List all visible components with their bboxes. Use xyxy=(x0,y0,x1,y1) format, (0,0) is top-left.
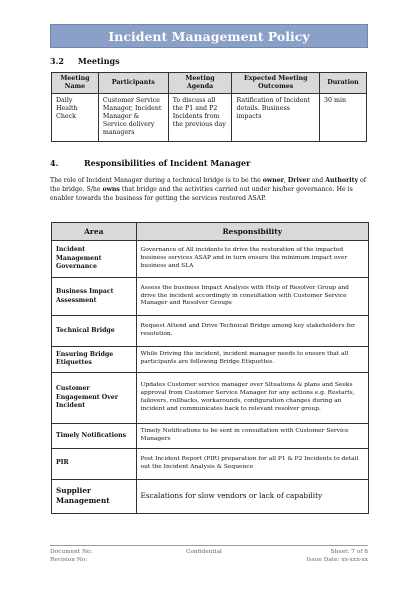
table-row xyxy=(52,448,369,479)
table-cell: Ratification of Incident details. Business impacts xyxy=(232,93,320,141)
table-cell: 30 min xyxy=(320,93,367,141)
table-cell: Daily Health Check xyxy=(52,93,99,141)
intro-text: The role of Incident Manager during a technical bridge is to be the xyxy=(50,177,263,184)
section-number: 3.2 xyxy=(50,56,64,66)
emphasized-term: Authority xyxy=(325,177,359,184)
column-header: Duration xyxy=(320,73,367,94)
responsibility-cell: Request Attend and Drive Technical Bridge among key stakeholders for resolution. xyxy=(136,316,368,347)
footer-center xyxy=(186,548,222,556)
column-header: Expected Meeting Outcomes xyxy=(232,73,320,94)
responsibility-cell: Timely Notifications to be sent in consultation with Customer Service Managers xyxy=(136,423,368,448)
area-cell: Supplier Management xyxy=(52,479,137,513)
table-cell: To discuss all the P1 and P2 Incidents from the previous day xyxy=(168,93,232,141)
intro-text: , xyxy=(283,177,288,184)
intro-text: that bridge and the activities carried out under his/her governance. He is enabler towards the business for getting the services restored ASAP. xyxy=(50,185,353,202)
table-cell: Customer Service Manager, Incident Manager & Service delivery managers xyxy=(98,93,168,141)
responsibility-cell: Governance of All incidents to drive the restoration of the impacted business services ASAP and in turn ensure the minimum impact over business and SLA xyxy=(136,241,368,278)
area-cell: Customer Engagement Over Incident xyxy=(52,372,137,423)
section-title: Responsibilities of Incident Manager xyxy=(84,158,251,168)
area-cell: PIR xyxy=(52,448,137,479)
responsibility-cell: Assess the business Impact Analysis with Help of Resolver Group and drive the incident accordingly in consultation with Customer Service Manager and Resolver Groups xyxy=(136,278,368,316)
table-row xyxy=(52,423,369,448)
sheet-number: Sheet: 7 of 8 xyxy=(330,549,368,555)
area-cell: Business Impact Assessment xyxy=(52,278,137,316)
emphasized-term: owns xyxy=(102,185,120,193)
responsibility-cell: Updates Customer service manager over Situations & plans and Seeks approval from Customer Service Manager for any actions e.g. Restarts, failovers, rollbacks, workarounds, configuration changes during an incident and communicates back to relevant resolver group. xyxy=(136,372,368,423)
section-heading-meetings xyxy=(50,56,120,66)
emphasized-term: Driver xyxy=(287,177,310,184)
area-cell: Timely Notifications xyxy=(52,423,137,448)
intro-paragraph xyxy=(50,177,370,204)
responsibility-cell: Escalations for slow vendors or lack of capability xyxy=(136,479,368,513)
area-cell: Technical Bridge xyxy=(52,316,137,347)
section-heading-responsibilities xyxy=(50,158,250,168)
area-cell: Incident Management Governance xyxy=(52,241,137,278)
document-number-label: Document No: xyxy=(50,549,93,555)
responsibility-table xyxy=(51,222,369,514)
section-number: 4. xyxy=(50,158,59,168)
table-row xyxy=(52,372,369,423)
emphasized-term: owner xyxy=(262,177,284,184)
revision-number-label: Revision No: xyxy=(50,557,88,564)
intro-text: and xyxy=(309,177,326,184)
column-header: Meeting Agenda xyxy=(168,73,232,94)
responsibility-cell: While Driving the incident, incident manager needs to ensure that all participants are following Bridge Etiquettes. xyxy=(136,347,368,373)
classification-label: Confidential xyxy=(186,549,222,555)
table-row xyxy=(52,278,369,316)
table-row xyxy=(52,479,369,513)
section-title: Meetings xyxy=(77,56,120,66)
table-row xyxy=(52,241,369,278)
document-title-banner xyxy=(50,24,368,48)
intro-text: of the bridge. S/he xyxy=(50,177,367,193)
meetings-table xyxy=(51,72,367,142)
area-cell: Ensuring Bridge Etiquettes xyxy=(52,347,137,373)
column-header: Responsibility xyxy=(136,223,368,241)
footer-right xyxy=(306,548,368,565)
column-header: Area xyxy=(52,223,137,241)
responsibility-cell: Post Incident Report (PIR) preparation for all P1 & P2 Incidents to detail out the Incident Analysis & Sequence xyxy=(136,448,368,479)
column-header: Participants xyxy=(98,73,168,94)
table-row xyxy=(52,347,369,373)
document-title: Incident Management Policy xyxy=(108,28,310,44)
footer-left xyxy=(50,548,92,565)
column-header: Meeting Name xyxy=(52,73,99,94)
meetings-header-row xyxy=(52,73,367,94)
footer-divider xyxy=(50,545,368,546)
responsibility-header-row xyxy=(52,223,369,241)
table-row xyxy=(52,93,367,141)
issue-date: Issue Date: xx-xxx-xx xyxy=(306,557,368,564)
table-row xyxy=(52,316,369,347)
